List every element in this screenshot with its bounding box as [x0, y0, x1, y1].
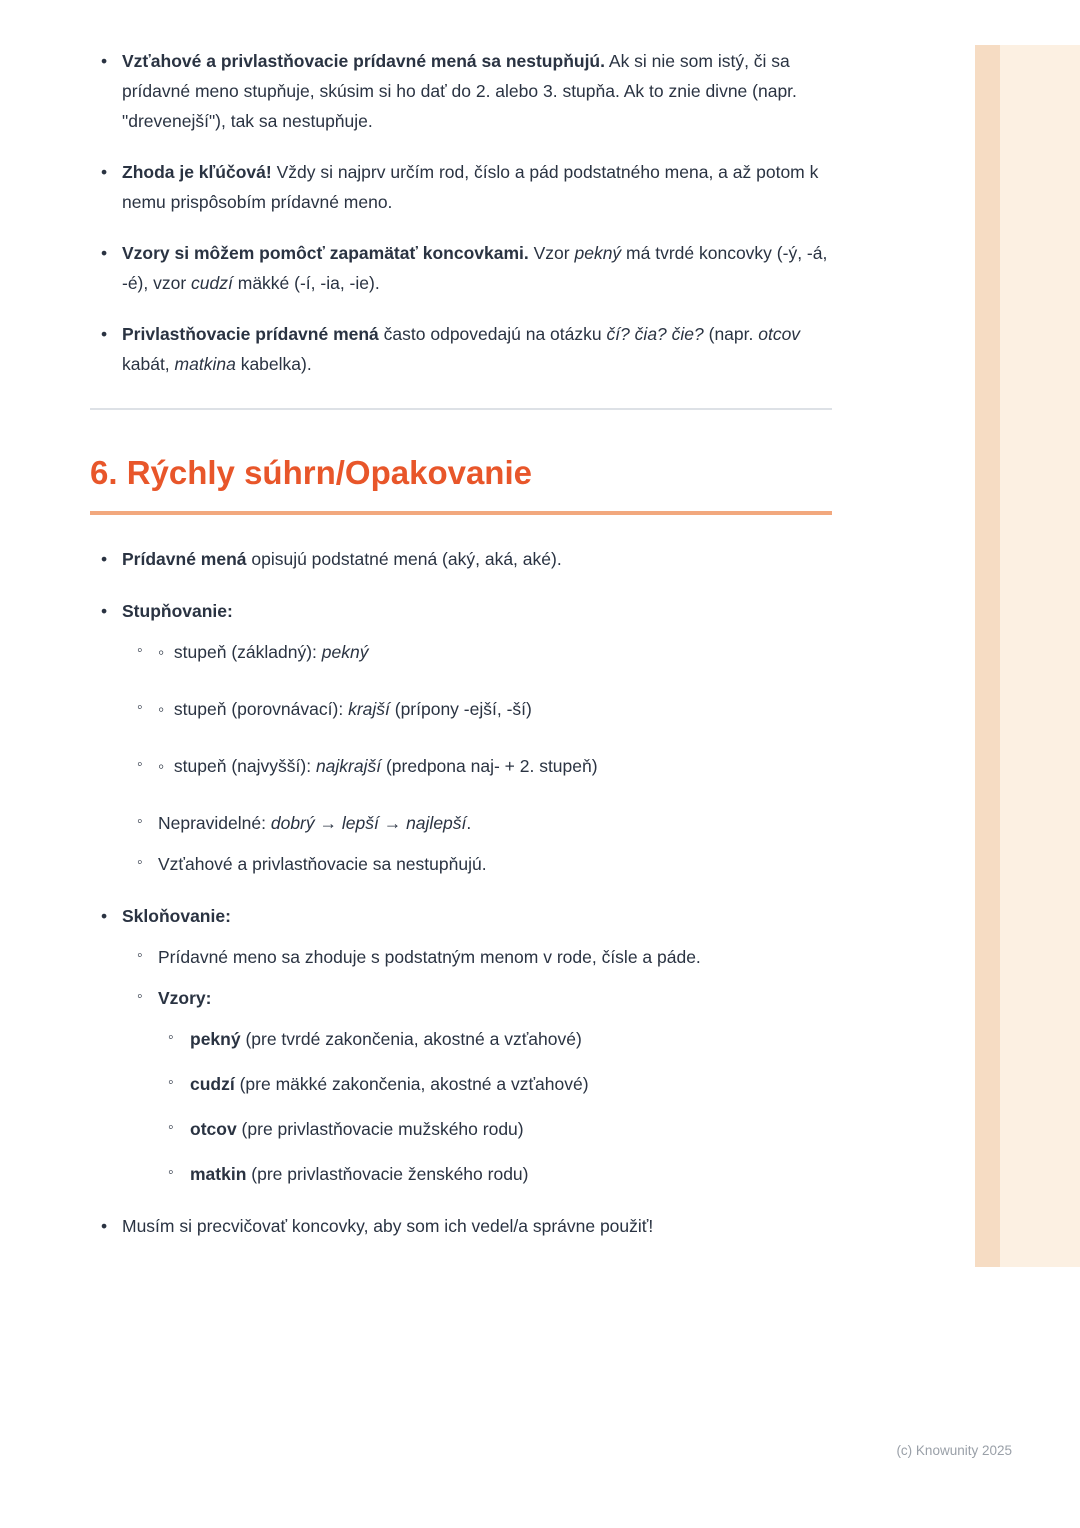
- circle-bullet-icon: ◦: [137, 756, 143, 773]
- list-item-text: Stupňovanie:: [122, 601, 233, 621]
- circle-bullet-icon: ◦: [137, 699, 143, 716]
- list-item-text: otcov (pre privlastňovacie mužského rodu): [190, 1119, 524, 1139]
- list-item: [90, 46, 832, 136]
- list-item-text: Nepravidelné: dobrý → lepší → najlepší.: [158, 813, 472, 833]
- list-item-text: Vzťahové a privlastňovacie prídavné mená sa nestupňujú. Ak si nie som istý, či sa prídavné meno stupňuje, skúsim si ho dať do 2. alebo 3. stupňa. Ak to znie divne (napr. "drevenejší"), tak sa nestupňuje.: [122, 51, 802, 131]
- page-edge-decoration: [975, 45, 1080, 1267]
- summary-list: [90, 544, 832, 1241]
- list-item: [90, 901, 832, 931]
- list-item: [168, 1159, 832, 1189]
- list-item-text: pekný (pre tvrdé zakončenia, akostné a vzťahové): [190, 1029, 582, 1049]
- bullet-icon: •: [101, 162, 108, 182]
- list-item: [90, 319, 832, 379]
- list-item-text: matkin (pre privlastňovacie ženského rodu): [190, 1164, 529, 1184]
- list-item: [137, 751, 832, 781]
- heading-underline: [90, 511, 832, 515]
- circle-bullet-icon: ◦: [137, 813, 143, 830]
- list-item-text: Prídavné mená opisujú podstatné mená (aký, aká, aké).: [122, 549, 562, 569]
- bullet-icon: •: [101, 549, 108, 569]
- list-item-text: Zhoda je kľúčová! Vždy si najprv určím rod, číslo a pád podstatného mena, a až potom k nemu prispôsobím prídavné meno.: [122, 162, 824, 212]
- circle-bullet-icon: ◦: [137, 854, 143, 871]
- section-heading: 6. Rýchly súhrn/Opakovanie: [90, 454, 532, 491]
- list-item: [137, 694, 832, 724]
- list-item: [137, 983, 832, 1013]
- list-item-text: Prídavné meno sa zhoduje s podstatným menom v rode, čísle a páde.: [158, 947, 701, 967]
- list-item: [137, 637, 832, 667]
- list-item-text: Vzťahové a privlastňovacie sa nestupňujú.: [158, 854, 487, 874]
- bullet-icon: •: [101, 906, 108, 926]
- list-item-text: Privlastňovacie prídavné mená často odpovedajú na otázku čí? čia? čie? (napr. otcov kabát, matkina kabelka).: [122, 324, 805, 374]
- list-item-text: cudzí (pre mäkké zakončenia, akostné a vzťahové): [190, 1074, 589, 1094]
- list-item: [137, 808, 832, 838]
- list-item: [90, 596, 832, 626]
- document-content: [90, 0, 832, 1262]
- circle-bullet-icon: ◦: [137, 988, 143, 1005]
- section-divider: [90, 408, 832, 410]
- list-item-text: ◦ stupeň (porovnávací): krajší (prípony -ejší, -ší): [158, 699, 532, 719]
- circle-bullet-icon: ◦: [168, 1029, 174, 1046]
- bullet-icon: •: [101, 324, 108, 344]
- list-item: [168, 1114, 832, 1144]
- bullet-icon: •: [101, 1216, 108, 1236]
- list-item-text: Skloňovanie:: [122, 906, 231, 926]
- list-item: [168, 1024, 832, 1054]
- list-item: [90, 157, 832, 217]
- list-item: [90, 1211, 832, 1241]
- list-item: [168, 1069, 832, 1099]
- list-item-text: Musím si precvičovať koncovky, aby som ich vedel/a správne použiť!: [122, 1216, 654, 1236]
- bullet-icon: •: [101, 601, 108, 621]
- circle-bullet-icon: ◦: [168, 1119, 174, 1136]
- bullet-icon: •: [101, 243, 108, 263]
- list-item-text: ◦ stupeň (základný): pekný: [158, 642, 369, 662]
- copyright-footer: (c) Knowunity 2025: [896, 1443, 1012, 1458]
- bullet-icon: •: [101, 51, 108, 71]
- list-item: [90, 544, 832, 574]
- circle-bullet-icon: ◦: [168, 1074, 174, 1091]
- list-item-text: Vzory si môžem pomôcť zapamätať koncovkami. Vzor pekný má tvrdé koncovky (-ý, -á, -é), vzor cudzí mäkké (-í, -ia, -ie).: [122, 243, 833, 293]
- list-item-text: Vzory:: [158, 988, 212, 1008]
- list-item: [137, 849, 832, 879]
- notes-list: [90, 46, 832, 379]
- circle-bullet-icon: ◦: [137, 642, 143, 659]
- circle-bullet-icon: ◦: [168, 1164, 174, 1181]
- list-item: [137, 942, 832, 972]
- list-item-text: ◦ stupeň (najvyšší): najkrajší (predpona naj- + 2. stupeň): [158, 756, 598, 776]
- circle-bullet-icon: ◦: [137, 947, 143, 964]
- list-item: [90, 238, 832, 298]
